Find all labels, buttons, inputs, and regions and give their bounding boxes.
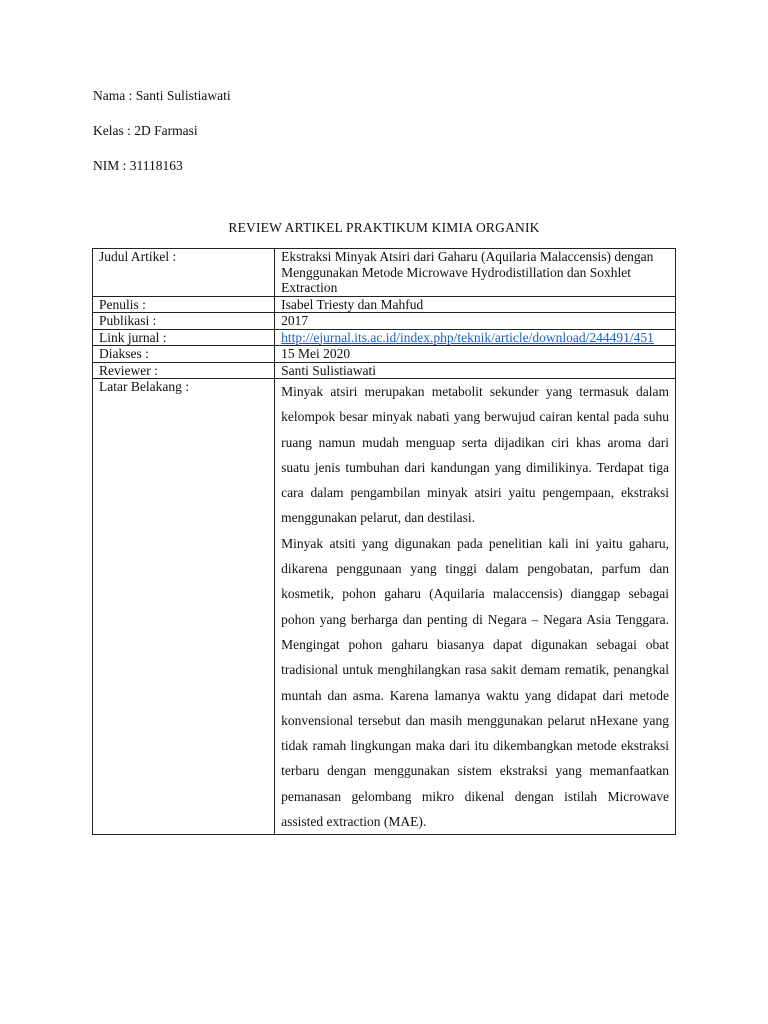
link-label: Link jurnal :	[93, 329, 275, 346]
latar-cell	[275, 379, 676, 835]
reviewer-value: Santi Sulistiawati	[275, 362, 676, 379]
judul-label: Judul Artikel :	[93, 249, 275, 297]
penulis-label: Penulis :	[93, 296, 275, 313]
row-penulis	[93, 296, 676, 313]
judul-value: Ekstraksi Minyak Atsiri dari Gaharu (Aquilaria Malaccensis) dengan Menggunakan Metode Microwave Hydrodistillation dan Soxhlet Extraction	[275, 249, 676, 297]
latar-paragraph-1: Minyak atsiri merupakan metabolit sekunder yang termasuk dalam kelompok besar minyak nabati yang berwujud cairan kental pada suhu ruang namun mudah menguap serta dijadikan ciri khas aroma dari suatu jenis tumbuhan dari kandungan yang dimilikinya. Terdapat tiga cara dalam pengambilan minyak atsiri yaitu pengempaan, ekstraksi menggunakan pelarut, dan destilasi.	[281, 384, 669, 526]
journal-link[interactable]: http://ejurnal.its.ac.id/index.php/teknik/article/download/244491/451	[281, 329, 654, 345]
diakses-label: Diakses :	[93, 346, 275, 363]
link-cell	[275, 329, 676, 346]
row-publikasi	[93, 313, 676, 330]
review-table	[92, 248, 676, 835]
row-latar	[93, 379, 676, 835]
student-class: Kelas : 2D Farmasi	[93, 123, 198, 138]
penulis-value: Isabel Triesty dan Mahfud	[275, 296, 676, 313]
row-reviewer	[93, 362, 676, 379]
publikasi-label: Publikasi :	[93, 313, 275, 330]
publikasi-value: 2017	[275, 313, 676, 330]
latar-label: Latar Belakang :	[93, 379, 275, 835]
latar-paragraph-2: Minyak atsiti yang digunakan pada penelitian kali ini yaitu gaharu, dikarena penggunaan yang tinggi dalam pengobatan, parfum dan kosmetik, pohon gaharu (Aquilaria malaccensis) dianggap sebagai pohon yang berharga dan penting di Negara – Negara Asia Tenggara. Mengingat pohon gaharu biasanya dapat digunakan sebagai obat tradisional untuk menghilangkan rasa sakit demam rematik, penangkal muntah dan asma. Karena lamanya waktu yang didapat dari metode konvensional tersebut dan masih menggunakan pelarut nHexane yang tidak ramah lingkungan maka dari itu dikembangkan metode ekstraksi terbaru dengan menggunakan sistem ekstraksi yang memanfaatkan pemanasan gelombang mikro dikenal dengan istilah Microwave assisted extraction (MAE).	[281, 535, 669, 830]
student-nim: NIM : 31118163	[93, 158, 183, 173]
row-diakses	[93, 346, 676, 363]
row-link	[93, 329, 676, 346]
diakses-value: 15 Mei 2020	[275, 346, 676, 363]
reviewer-label: Reviewer :	[93, 362, 275, 379]
student-name: Nama : Santi Sulistiawati	[93, 88, 231, 103]
document-title: REVIEW ARTIKEL PRAKTIKUM KIMIA ORGANIK	[228, 220, 540, 235]
row-judul	[93, 249, 676, 297]
